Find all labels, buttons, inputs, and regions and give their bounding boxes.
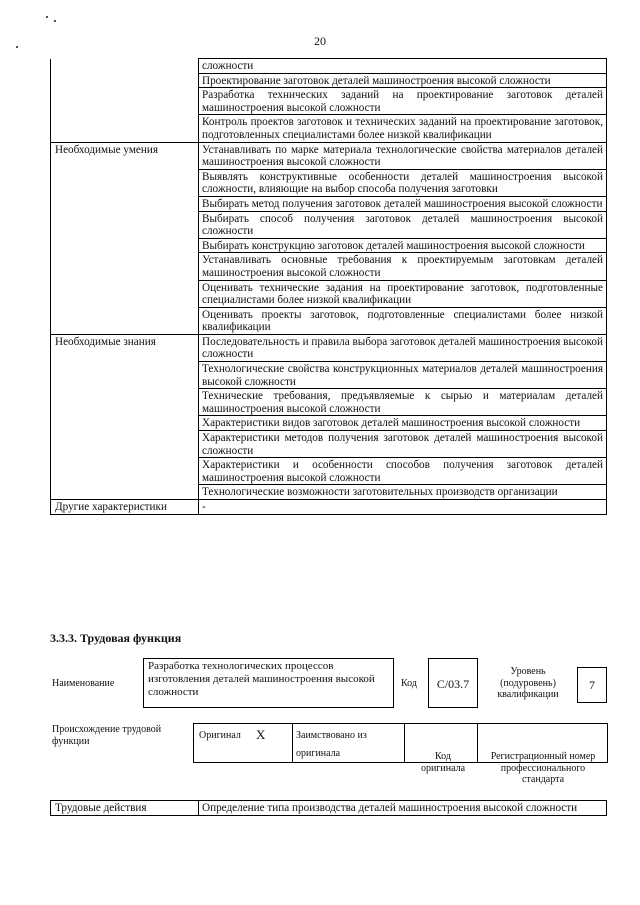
- level-value: 7: [589, 678, 595, 692]
- row-category: [51, 238, 199, 253]
- row-category: [51, 88, 199, 115]
- scan-speck: [46, 16, 48, 18]
- table-row: [51, 280, 607, 307]
- row-description: Выявлять конструктивные особенности деталей машиностроения высокой сложности, влияющие на выбор способа получения заготовки: [199, 169, 607, 196]
- name-label: Наименование: [52, 678, 115, 689]
- table-row: [51, 253, 607, 280]
- row-description: Устанавливать основные требования к проектируемым заготовкам деталей машиностроения высокой сложности: [199, 253, 607, 280]
- table-row: [51, 334, 607, 361]
- origin-label: Происхождение трудовой функции: [52, 724, 162, 747]
- code-original-label: Код оригинала: [420, 751, 466, 774]
- row-description: Технологические свойства конструкционных материалов деталей машиностроения высокой сложности: [199, 362, 607, 389]
- table-row: [51, 73, 607, 88]
- table-row: [51, 500, 607, 515]
- row-description: Разработка технических заданий на проектирование заготовок деталей машиностроения высокой сложности: [199, 88, 607, 115]
- row-category: [51, 169, 199, 196]
- table-row: [51, 362, 607, 389]
- row-category: [51, 280, 199, 307]
- table-row: [51, 307, 607, 334]
- labor-actions-label: Трудовые действия: [51, 801, 199, 816]
- row-description: Контроль проектов заготовок и технических заданий на проектирование заготовок, подготовленных специалистами более низкой квалификации: [199, 115, 607, 142]
- table-row: [51, 196, 607, 211]
- row-category: [51, 458, 199, 485]
- name-value: Разработка технологических процессов изготовления деталей машиностроения высокой сложности: [148, 660, 375, 698]
- labor-actions-table: [50, 800, 607, 816]
- row-category: Другие характеристики: [51, 500, 199, 515]
- table-row: [51, 142, 607, 169]
- row-category: [51, 59, 199, 74]
- row-description: Характеристики и особенности способов получения заготовок деталей машиностроения высокой сложности: [199, 458, 607, 485]
- row-category: [51, 115, 199, 142]
- table-row: [51, 389, 607, 416]
- reg-number-label: Регистрационный номер профессионального стандарта: [490, 751, 596, 785]
- code-value: C/03.7: [436, 677, 470, 691]
- row-description: сложности: [199, 59, 607, 74]
- row-category: [51, 196, 199, 211]
- row-category: [51, 431, 199, 458]
- row-category: [51, 362, 199, 389]
- row-description: Выбирать способ получения заготовок деталей машиностроения высокой сложности: [199, 211, 607, 238]
- row-description: -: [199, 500, 607, 515]
- table-row: [51, 59, 607, 74]
- table-row: [51, 416, 607, 431]
- row-category: [51, 211, 199, 238]
- level-label: Уровень (подуровень) квалификации: [497, 666, 559, 700]
- row-category: [51, 485, 199, 500]
- page-number: 20: [314, 34, 326, 48]
- row-category: [51, 307, 199, 334]
- borrowed-label: Заимствовано из оригинала: [296, 730, 367, 759]
- row-description: Выбирать конструкцию заготовок деталей машиностроения высокой сложности: [199, 238, 607, 253]
- row-description: Оценивать проекты заготовок, подготовленные специалистами более низкой квалификации: [199, 307, 607, 334]
- row-description: Характеристики методов получения заготовок деталей машиностроения высокой сложности: [199, 431, 607, 458]
- competency-table: [50, 58, 607, 515]
- original-cell: [194, 724, 293, 763]
- table-row: [51, 169, 607, 196]
- row-category: [51, 416, 199, 431]
- row-category: [51, 253, 199, 280]
- table-row: [51, 88, 607, 115]
- table-row: [51, 431, 607, 458]
- row-description: Характеристики видов заготовок деталей машиностроения высокой сложности: [199, 416, 607, 431]
- row-category: [51, 73, 199, 88]
- table-row: [51, 458, 607, 485]
- borrowed-cell: [293, 724, 405, 763]
- row-description: Последовательность и правила выбора заготовок деталей машиностроения высокой сложности: [199, 334, 607, 361]
- row-description: Проектирование заготовок деталей машиностроения высокой сложности: [199, 73, 607, 88]
- row-description: Технологические возможности заготовительных производств организации: [199, 485, 607, 500]
- row-category: Необходимые знания: [51, 334, 199, 361]
- original-label: Оригинал: [199, 730, 241, 741]
- table-row: [51, 485, 607, 500]
- row-description: Выбирать метод получения заготовок деталей машиностроения высокой сложности: [199, 196, 607, 211]
- table-row: [51, 211, 607, 238]
- section-title: 3.3.3. Трудовая функция: [50, 631, 182, 645]
- row-category: [51, 389, 199, 416]
- table-row: [51, 115, 607, 142]
- original-mark: X: [256, 727, 266, 742]
- table-row: [51, 238, 607, 253]
- row-description: Устанавливать по марке материала технологические свойства материалов деталей машиностроения высокой сложности: [199, 142, 607, 169]
- code-label: Код: [401, 678, 417, 689]
- scan-speck: [54, 20, 56, 22]
- row-category: Необходимые умения: [51, 142, 199, 169]
- row-description: Технические требования, предъявляемые к сырью и материалам деталей машиностроения высокой сложности: [199, 389, 607, 416]
- row-description: Оценивать технические задания на проектирование заготовок, подготовленные специалистами более низкой квалификации: [199, 280, 607, 307]
- labor-actions-item: Определение типа производства деталей машиностроения высокой сложности: [199, 801, 607, 816]
